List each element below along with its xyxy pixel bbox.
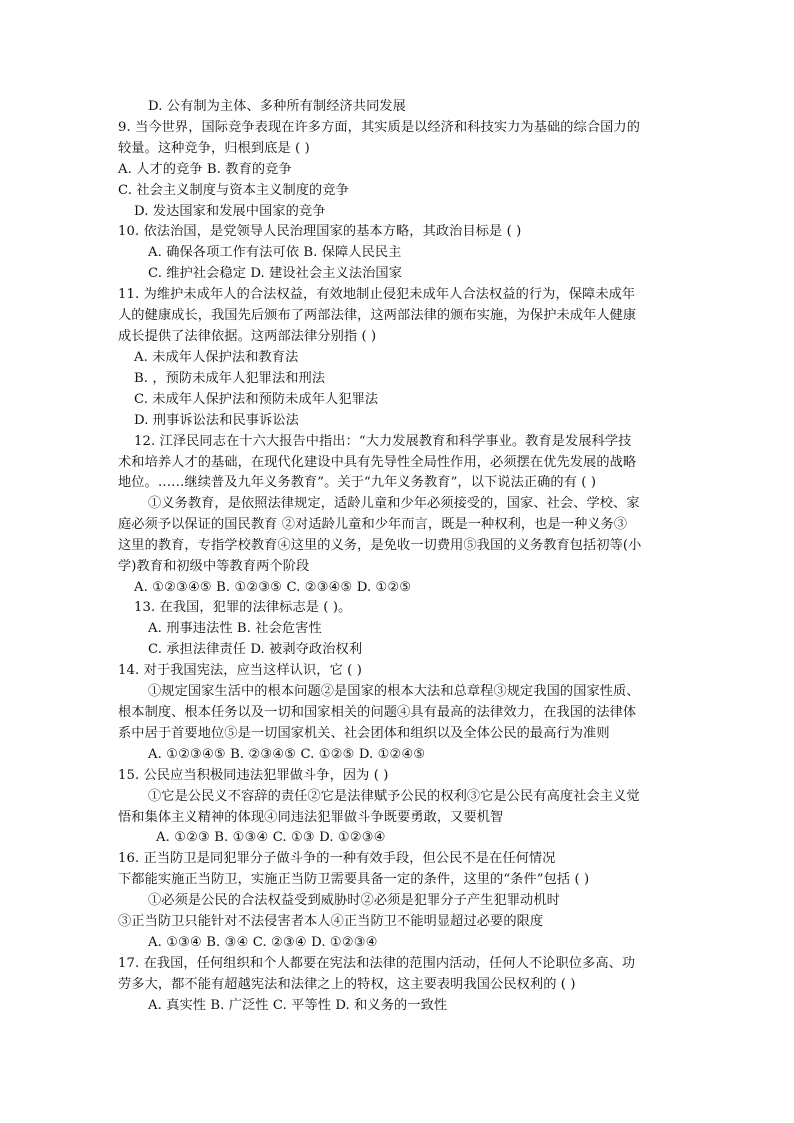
q12-options: A. ①②③④⑤ B. ①②③⑤ C. ②③④⑤ D. ①②⑤ [134,580,412,595]
q16-options: A. ①③④ B. ③④ C. ②③④ D. ①②③④ [148,935,378,950]
q11-stem-line2: 人的健康成长，我国先后颁布了两部法律，这两部法律的颁布实施，为保护未成年人健康 [118,308,637,323]
q17-options: A. 真实性 B. 广泛性 C. 平等性 D. 和义务的一致性 [148,998,448,1013]
q16-statements-1: ①必须是公民的合法权益受到威胁时②必须是犯罪分子产生犯罪动机时 [148,893,560,908]
q12-statements-1: ①义务教育，是依照法律规定，适龄儿童和少年必须接受的，国家、社会、学校、家 [148,496,640,511]
q13-options-ab: A. 刑事违法性 B. 社会危害性 [148,621,322,636]
q13-options-cd: C. 承担法律责任 D. 被剥夺政治权利 [148,642,363,657]
q10-options-ab: A. 确保各项工作有法可依 B. 保障人民民主 [148,245,402,260]
q9-stem-line2: 较量。这种竞争，归根到底是 ( ) [118,141,310,156]
q12-statements-2: 庭必须予以保证的国民教育 ②对适龄儿童和少年而言，既是一种权利，也是一种义务③ [118,517,628,532]
q17-stem-line2: 劳多大，都不能有超越宪法和法律之上的特权，这主要表明我国公民权利的 ( ) [118,977,576,992]
q16-statements-2: ③正当防卫只能针对不法侵害者本人④正当防卫不能明显超过必要的限度 [118,914,544,929]
q11-option-b: B. ，预防未成年人犯罪法和刑法 [134,371,326,386]
q16-stem-line1: 16. 正当防卫是同犯罪分子做斗争的一种有效手段，但公民不是在任何情况 [118,851,556,866]
q11-stem-line1: 11. 为维护未成年人的合法权益，有效地制止侵犯未成年人合法权益的行为，保障未成年 [118,287,636,302]
q11-option-d: D. 刑事诉讼法和民事诉讼法 [134,413,299,428]
q12-stem-line2: 术和培养人才的基础，在现代化建设中具有先导性全局性作用，必须摆在优先发展的战略 [118,455,637,470]
q11-option-c: C. 未成年人保护法和预防未成年人犯罪法 [134,392,379,407]
q11-stem-line3: 成长提供了法律依据。这两部法律分别指 ( ) [118,329,377,344]
q14-statements-3: 系中居于首要地位⑤是一切国家机关、社会团体和组织以及全体公民的最高行为准则 [118,726,610,741]
q14-statements-1: ①规定国家生活中的根本问题②是国家的根本大法和总章程③规定我国的国家性质、 [148,684,640,699]
q13-stem: 13. 在我国，犯罪的法律标志是 ( )。 [134,600,352,615]
q14-statements-2: 根本制度、根本任务以及一切和国家相关的问题④具有最高的法律效力，在我国的法律体 [118,705,637,720]
q10-stem: 10. 依法治国，是党领导人民治理国家的基本方略，其政治目标是 ( ) [118,224,522,239]
q14-options: A. ①②③④⑤ B. ②③④⑤ C. ①②⑤ D. ①②④⑤ [148,747,426,762]
q12-statements-4: 学)教育和初级中等教育两个阶段 [118,559,310,574]
q12-stem-line3: 地位。……继续普及九年义务教育”。关于“九年义务教育”，以下说法正确的有 ( ) [118,475,597,490]
q14-stem: 14. 对于我国宪法，应当这样认识，它 ( ) [118,663,362,678]
q15-statements-2: 悟和集体主义精神的体现④同违法犯罪做斗争既要勇敢，又要机智 [118,810,504,825]
q8-option-d: D. 公有制为主体、多种所有制经济共同发展 [148,99,406,114]
q9-options-ab: A. 人才的竞争 B. 教育的竞争 [118,162,292,177]
q9-stem-line1: 9. 当今世界，国际竞争表现在许多方面，其实质是以经济和科技实力为基础的综合国力的 [118,120,640,135]
q16-stem-line2: 下都能实施正当防卫，实施正当防卫需要具备一定的条件，这里的“条件”包括 ( ) [118,872,590,887]
q12-statements-3: 这里的教育，专指学校教育④这里的义务，是免收一切费用⑤我国的义务教育包括初等(小 [118,538,642,553]
q12-stem-line1: 12. 江泽民同志在十六大报告中指出：“大力发展教育和科学事业。教育是发展科学技 [134,434,632,449]
q15-stem: 15. 公民应当积极同违法犯罪做斗争，因为 ( ) [118,768,389,783]
q10-options-cd: C. 维护社会稳定 D. 建设社会主义法治国家 [148,266,402,281]
q17-stem-line1: 17. 在我国，任何组织和个人都要在宪法和法律的范围内活动，任何人不论职位多高、功 [118,956,636,971]
q9-option-c: C. 社会主义制度与资本主义制度的竞争 [118,183,349,198]
q15-options: A. ①②③ B. ①③④ C. ①③ D. ①②③④ [156,830,386,845]
q11-option-a: A. 未成年人保护法和教育法 [134,350,299,365]
q9-option-d: D. 发达国家和发展中国家的竞争 [134,204,326,219]
q15-statements-1: ①它是公民义不容辞的责任②它是法律赋予公民的权利③它是公民有高度社会主义觉 [148,789,640,804]
